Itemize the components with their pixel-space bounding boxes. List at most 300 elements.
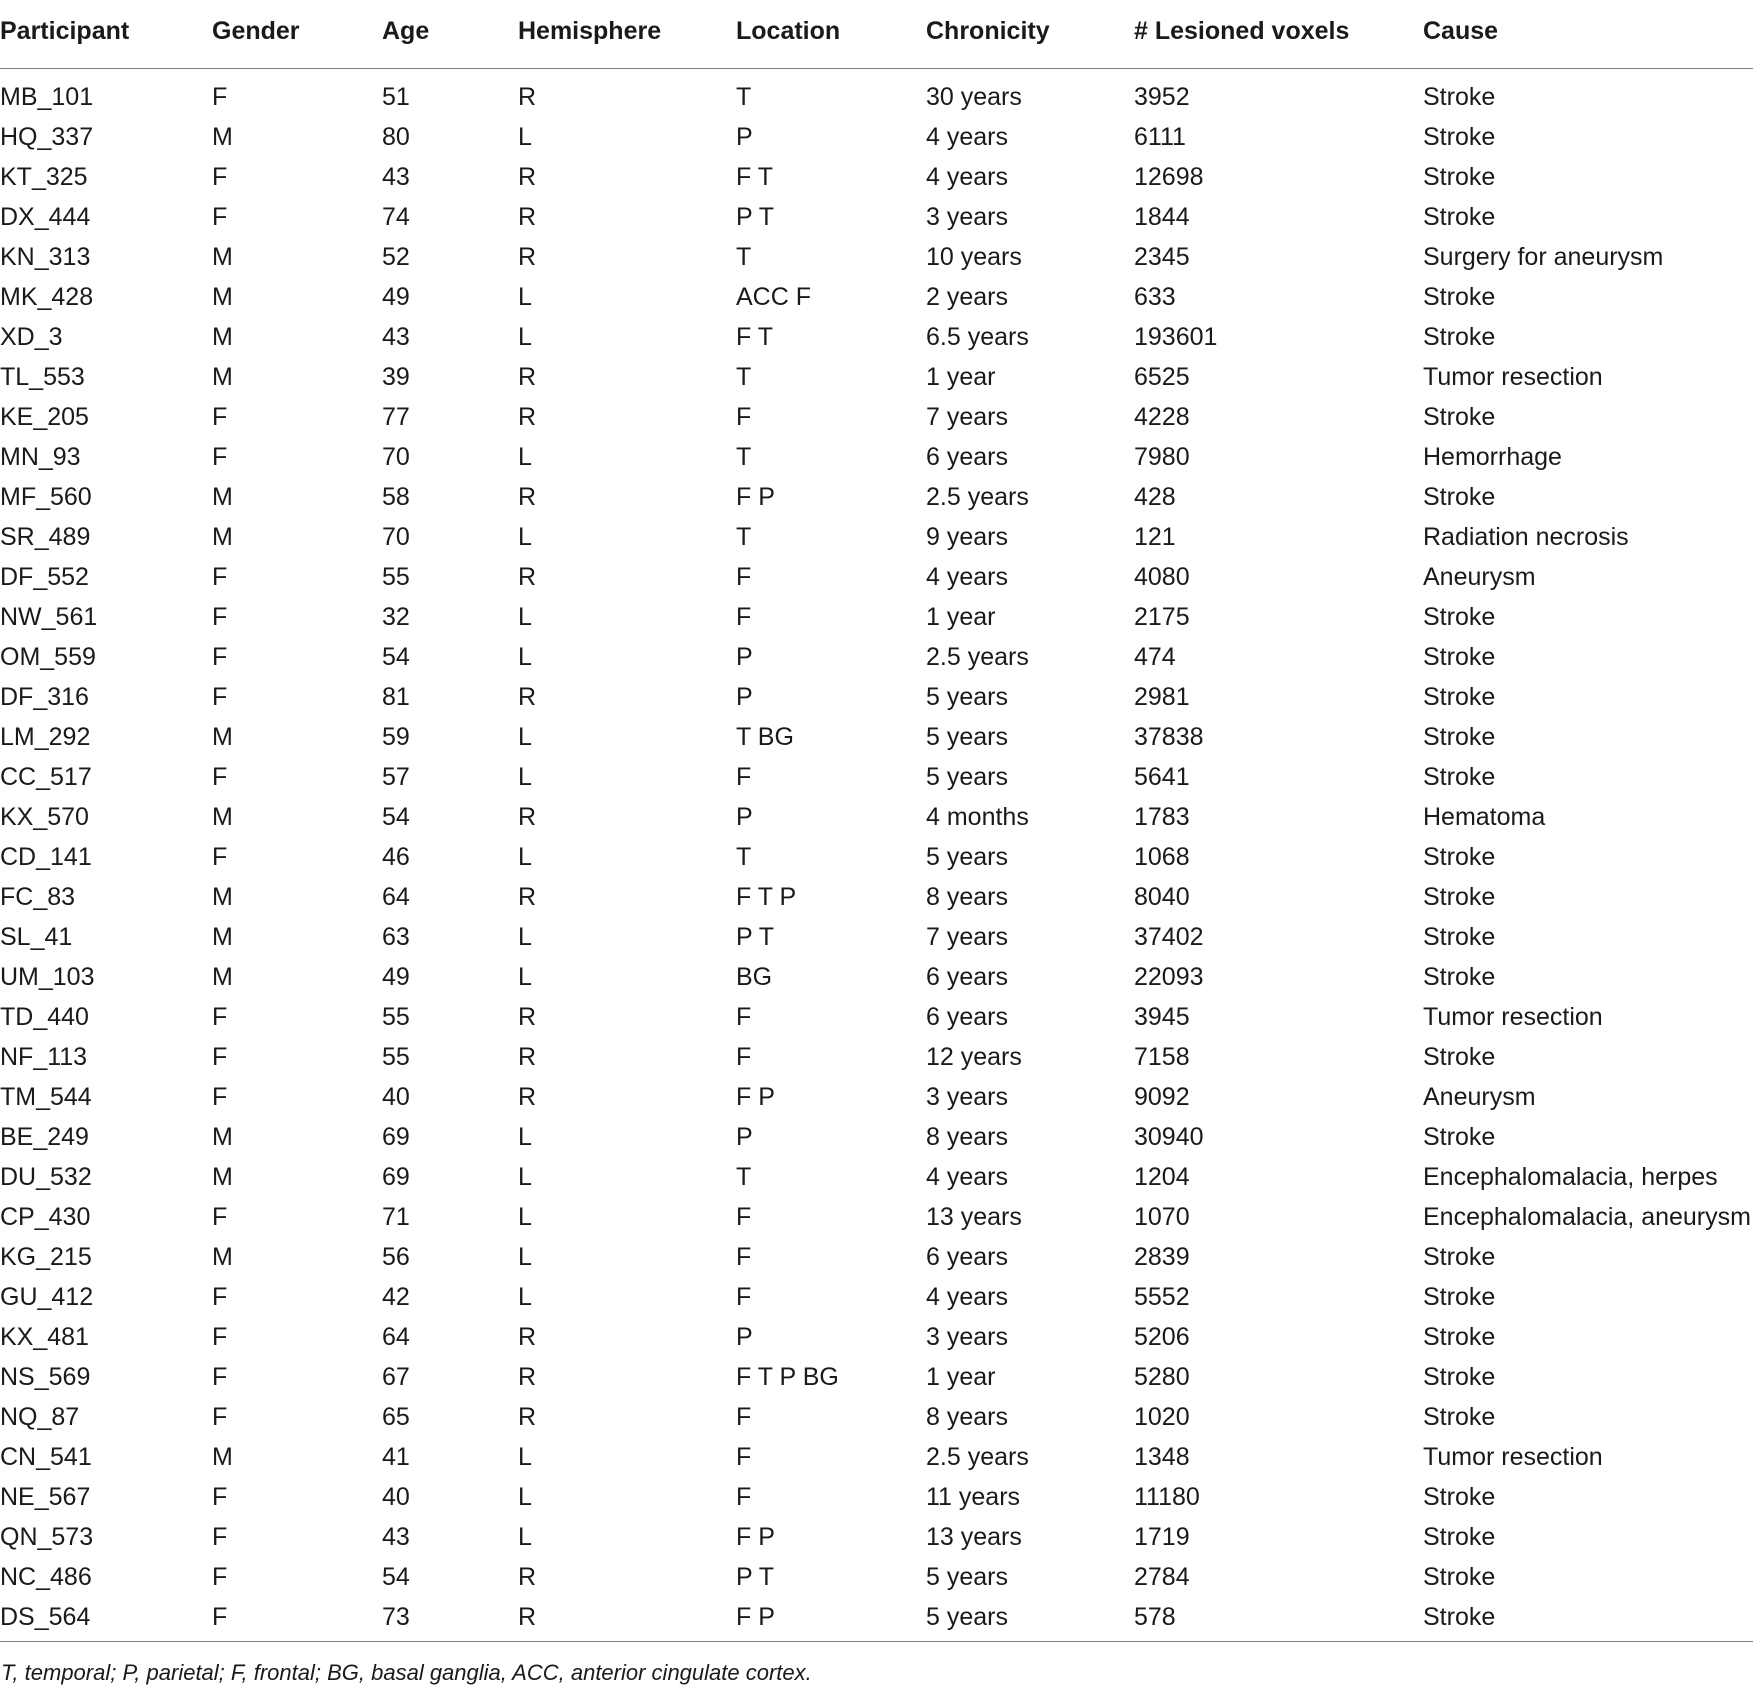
table-row (0, 997, 1753, 1037)
cell-gender: F (212, 1522, 228, 1551)
cell-chronicity: 8 years (926, 882, 1008, 911)
cell-age: 70 (382, 442, 410, 471)
cell-gender: F (212, 1202, 228, 1231)
cell-participant: SR_489 (0, 522, 91, 551)
cell-participant: BE_249 (0, 1122, 89, 1151)
cell-chronicity: 1 year (926, 362, 996, 391)
spacer-cell (0, 69, 1753, 78)
cell-hemisphere: L (518, 1522, 532, 1551)
cell-gender: F (212, 562, 228, 591)
table-row (0, 1477, 1753, 1517)
cell-gender: F (212, 1042, 228, 1071)
cell-lesioned-voxels: 1070 (1134, 1202, 1190, 1231)
cell-age: 71 (382, 1202, 410, 1231)
cell-hemisphere: L (518, 842, 532, 871)
cell-chronicity: 4 years (926, 562, 1008, 591)
cell-location: F (736, 1282, 752, 1311)
cell-hemisphere: R (518, 162, 537, 191)
cell-lesioned-voxels: 4080 (1134, 562, 1190, 591)
cell-gender: F (212, 1562, 228, 1591)
cell-hemisphere: R (518, 82, 537, 111)
cell-location: T (736, 842, 752, 871)
cell-cause: Stroke (1423, 962, 1496, 991)
cell-lesioned-voxels: 5552 (1134, 1282, 1190, 1311)
table-row (0, 797, 1753, 837)
cell-hemisphere: L (518, 1442, 532, 1471)
table-row (0, 157, 1753, 197)
cell-cause: Stroke (1423, 482, 1496, 511)
cell-hemisphere: L (518, 1202, 532, 1231)
cell-age: 74 (382, 202, 410, 231)
cell-gender: F (212, 1362, 228, 1391)
cell-lesioned-voxels: 9092 (1134, 1082, 1190, 1111)
table-row (0, 957, 1753, 997)
cell-gender: F (212, 162, 228, 191)
cell-gender: F (212, 1082, 228, 1111)
cell-age: 56 (382, 1242, 410, 1271)
cell-lesioned-voxels: 5280 (1134, 1362, 1190, 1391)
cell-participant: NC_486 (0, 1562, 92, 1591)
cell-participant: MF_560 (0, 482, 92, 511)
cell-location: T (736, 1162, 752, 1191)
cell-chronicity: 7 years (926, 402, 1008, 431)
cell-gender: F (212, 1402, 228, 1431)
cell-participant: CC_517 (0, 762, 92, 791)
cell-gender: F (212, 762, 228, 791)
cell-age: 43 (382, 322, 410, 351)
cell-cause: Stroke (1423, 882, 1496, 911)
cell-participant: TM_544 (0, 1082, 92, 1111)
cell-lesioned-voxels: 1020 (1134, 1402, 1190, 1431)
cell-lesioned-voxels: 2175 (1134, 602, 1190, 631)
cell-participant: XD_3 (0, 322, 63, 351)
cell-age: 70 (382, 522, 410, 551)
cell-location: P T (736, 1562, 774, 1591)
cell-age: 55 (382, 1002, 410, 1031)
cell-participant: DF_552 (0, 562, 89, 591)
cell-participant: KX_481 (0, 1322, 89, 1351)
cell-lesioned-voxels: 12698 (1134, 162, 1204, 191)
cell-cause: Radiation necrosis (1423, 522, 1629, 551)
cell-location: T (736, 522, 752, 551)
cell-participant: CN_541 (0, 1442, 92, 1471)
cell-lesioned-voxels: 1348 (1134, 1442, 1190, 1471)
cell-cause: Hemorrhage (1423, 442, 1562, 471)
cell-hemisphere: L (518, 1122, 532, 1151)
cell-chronicity: 4 years (926, 162, 1008, 191)
cell-location: F P (736, 482, 775, 511)
cell-hemisphere: L (518, 1482, 532, 1511)
table-row (0, 477, 1753, 517)
cell-hemisphere: L (518, 322, 532, 351)
cell-gender: F (212, 442, 228, 471)
cell-location: F (736, 762, 752, 791)
cell-cause: Stroke (1423, 122, 1496, 151)
cell-hemisphere: R (518, 1002, 537, 1031)
table-row (0, 1277, 1753, 1317)
table-row (0, 1197, 1753, 1237)
cell-age: 32 (382, 602, 410, 631)
cell-hemisphere: R (518, 1362, 537, 1391)
cell-participant: NS_569 (0, 1362, 91, 1391)
cell-participant: KG_215 (0, 1242, 92, 1271)
cell-participant: NW_561 (0, 602, 98, 631)
cell-cause: Stroke (1423, 1522, 1496, 1551)
cell-hemisphere: R (518, 402, 537, 431)
cell-age: 49 (382, 962, 410, 991)
cell-cause: Stroke (1423, 682, 1496, 711)
cell-chronicity: 6 years (926, 1002, 1008, 1031)
cell-participant: NE_567 (0, 1482, 91, 1511)
cell-chronicity: 13 years (926, 1522, 1022, 1551)
cell-location: F P (736, 1082, 775, 1111)
cell-cause: Stroke (1423, 1282, 1496, 1311)
cell-participant: MB_101 (0, 82, 94, 111)
cell-hemisphere: R (518, 1322, 537, 1351)
cell-chronicity: 4 years (926, 122, 1008, 151)
cell-gender: M (212, 722, 233, 751)
cell-chronicity: 5 years (926, 1597, 1134, 1642)
cell-hemisphere: L (518, 1162, 532, 1191)
cell-gender: F (212, 602, 228, 631)
cell-hemisphere: R (518, 682, 537, 711)
cell-cause: Tumor resection (1423, 362, 1603, 391)
cell-participant: FC_83 (0, 882, 76, 911)
cell-lesioned-voxels: 474 (1134, 642, 1176, 671)
cell-chronicity: 2 years (926, 282, 1008, 311)
cell-location: P (736, 642, 753, 671)
cell-chronicity: 13 years (926, 1202, 1022, 1231)
cell-location: ACC F (736, 282, 811, 311)
cell-lesioned-voxels: 37838 (1134, 722, 1204, 751)
cell-age: 77 (382, 402, 410, 431)
cell-chronicity: 5 years (926, 762, 1008, 791)
cell-age: 67 (382, 1362, 410, 1391)
cell-hemisphere: R (518, 1562, 537, 1591)
cell-participant: TD_440 (0, 1002, 89, 1031)
cell-location: F (736, 562, 752, 591)
table-row (0, 317, 1753, 357)
cell-location: T (736, 82, 752, 111)
table-footnote: T, temporal; P, parietal; F, frontal; BG, basal ganglia, ACC, anterior cingulate cortex. (1, 1660, 812, 1685)
cell-participant: KN_313 (0, 242, 91, 271)
cell-location: F (736, 1202, 752, 1231)
cell-gender: M (212, 1162, 233, 1191)
cell-location: F (736, 1442, 752, 1471)
header-lesioned-voxels: # Lesioned voxels (1134, 0, 1423, 69)
table-row (0, 557, 1753, 597)
cell-location: F (736, 602, 752, 631)
cell-chronicity: 4 years (926, 1162, 1008, 1191)
cell-location: T (736, 442, 752, 471)
table-row (0, 717, 1753, 757)
cell-hemisphere: R (518, 1402, 537, 1431)
cell-lesioned-voxels: 5641 (1134, 762, 1190, 791)
table-row (0, 1037, 1753, 1077)
cell-hemisphere: L (518, 962, 532, 991)
cell-age: 80 (382, 122, 410, 151)
cell-age: 65 (382, 1402, 410, 1431)
table-body (0, 69, 1753, 1642)
cell-location: F (736, 1002, 752, 1031)
table-row (0, 877, 1753, 917)
table-row (0, 1237, 1753, 1277)
cell-age: 43 (382, 162, 410, 191)
cell-chronicity: 10 years (926, 242, 1022, 271)
cell-age: 69 (382, 1122, 410, 1151)
cell-lesioned-voxels: 121 (1134, 522, 1176, 551)
cell-cause: Stroke (1423, 82, 1496, 111)
cell-location: F T (736, 162, 774, 191)
cell-lesioned-voxels: 6111 (1134, 122, 1186, 151)
cell-lesioned-voxels: 3952 (1134, 82, 1190, 111)
table-row (0, 437, 1753, 477)
table-row (0, 1357, 1753, 1397)
cell-participant: DS_564 (0, 1597, 212, 1642)
cell-cause: Stroke (1423, 1042, 1496, 1071)
cell-cause: Stroke (1423, 642, 1496, 671)
cell-cause: Stroke (1423, 1362, 1496, 1391)
cell-age: 69 (382, 1162, 410, 1191)
cell-participant: CD_141 (0, 842, 92, 871)
cell-age: 49 (382, 282, 410, 311)
cell-lesioned-voxels: 578 (1134, 1597, 1423, 1642)
cell-participant: DX_444 (0, 202, 91, 231)
header-gender: Gender (212, 0, 382, 69)
cell-hemisphere: L (518, 602, 532, 631)
cell-gender: M (212, 962, 233, 991)
cell-participant: KE_205 (0, 402, 89, 431)
table-row (0, 1557, 1753, 1597)
cell-gender: M (212, 242, 233, 271)
cell-cause: Stroke (1423, 1242, 1496, 1271)
table-header (0, 0, 1753, 69)
cell-chronicity: 5 years (926, 722, 1008, 751)
cell-chronicity: 30 years (926, 82, 1022, 111)
cell-hemisphere: R (518, 362, 537, 391)
cell-participant: GU_412 (0, 1282, 94, 1311)
cell-gender: M (212, 482, 233, 511)
cell-cause: Stroke (1423, 322, 1496, 351)
cell-lesioned-voxels: 5206 (1134, 1322, 1190, 1351)
cell-hemisphere: L (518, 922, 532, 951)
table-row (0, 197, 1753, 237)
cell-gender: F (212, 1282, 228, 1311)
cell-chronicity: 3 years (926, 202, 1008, 231)
cell-chronicity: 12 years (926, 1042, 1022, 1071)
cell-location: T BG (736, 722, 794, 751)
cell-age: 73 (382, 1597, 518, 1642)
cell-chronicity: 6 years (926, 1242, 1008, 1271)
cell-lesioned-voxels: 22093 (1134, 962, 1204, 991)
cell-lesioned-voxels: 428 (1134, 482, 1176, 511)
cell-lesioned-voxels: 2784 (1134, 1562, 1190, 1591)
table-row (0, 77, 1753, 117)
cell-cause: Stroke (1423, 1122, 1496, 1151)
cell-lesioned-voxels: 1783 (1134, 802, 1190, 831)
table-row (0, 597, 1753, 637)
cell-participant: HQ_337 (0, 122, 94, 151)
cell-chronicity: 8 years (926, 1122, 1008, 1151)
table-row (0, 237, 1753, 277)
table-row (0, 1597, 1753, 1642)
table-row (0, 1077, 1753, 1117)
table-row (0, 917, 1753, 957)
cell-chronicity: 3 years (926, 1082, 1008, 1111)
cell-age: 52 (382, 242, 410, 271)
cell-gender: M (212, 122, 233, 151)
cell-age: 46 (382, 842, 410, 871)
spacer-row (0, 69, 1753, 78)
cell-participant: NQ_87 (0, 1402, 80, 1431)
cell-lesioned-voxels: 193601 (1134, 322, 1218, 351)
cell-age: 58 (382, 482, 410, 511)
cell-age: 41 (382, 1442, 410, 1471)
cell-participant: MK_428 (0, 282, 94, 311)
cell-cause: Stroke (1423, 1402, 1496, 1431)
cell-gender: F (212, 402, 228, 431)
cell-gender: M (212, 1122, 233, 1151)
cell-chronicity: 5 years (926, 682, 1008, 711)
table-row (0, 1317, 1753, 1357)
cell-age: 42 (382, 1282, 410, 1311)
cell-gender: M (212, 522, 233, 551)
table-row (0, 1517, 1753, 1557)
cell-lesioned-voxels: 1719 (1134, 1522, 1190, 1551)
cell-age: 39 (382, 362, 410, 391)
cell-gender: F (212, 1597, 382, 1642)
cell-age: 51 (382, 82, 410, 111)
cell-location: F P (736, 1522, 775, 1551)
cell-age: 81 (382, 682, 410, 711)
cell-location: P T (736, 202, 774, 231)
table-row (0, 117, 1753, 157)
cell-hemisphere: R (518, 802, 537, 831)
cell-cause: Stroke (1423, 1597, 1753, 1642)
table-row (0, 757, 1753, 797)
cell-lesioned-voxels: 6525 (1134, 362, 1190, 391)
cell-participant: TL_553 (0, 362, 85, 391)
cell-age: 54 (382, 642, 410, 671)
header-hemisphere: Hemisphere (518, 0, 736, 69)
cell-gender: M (212, 1442, 233, 1471)
table-row (0, 1117, 1753, 1157)
cell-hemisphere: R (518, 202, 537, 231)
cell-lesioned-voxels: 7158 (1134, 1042, 1190, 1071)
cell-hemisphere: L (518, 442, 532, 471)
cell-gender: F (212, 1482, 228, 1511)
cell-gender: M (212, 882, 233, 911)
cell-hemisphere: L (518, 1242, 532, 1271)
cell-chronicity: 1 year (926, 602, 996, 631)
cell-location: F T P BG (736, 1362, 839, 1391)
cell-hemisphere: L (518, 282, 532, 311)
cell-gender: F (212, 1002, 228, 1031)
cell-hemisphere: L (518, 122, 532, 151)
cell-cause: Stroke (1423, 1482, 1496, 1511)
cell-lesioned-voxels: 2839 (1134, 1242, 1190, 1271)
cell-chronicity: 9 years (926, 522, 1008, 551)
cell-cause: Stroke (1423, 1562, 1496, 1591)
table-row (0, 677, 1753, 717)
cell-chronicity: 7 years (926, 922, 1008, 951)
cell-lesioned-voxels: 11180 (1134, 1482, 1200, 1511)
cell-chronicity: 4 months (926, 802, 1029, 831)
header-age: Age (382, 0, 518, 69)
cell-location: F (736, 1402, 752, 1431)
cell-cause: Stroke (1423, 162, 1496, 191)
cell-chronicity: 4 years (926, 1282, 1008, 1311)
cell-gender: M (212, 922, 233, 951)
cell-location: P (736, 1322, 753, 1351)
cell-chronicity: 5 years (926, 842, 1008, 871)
cell-cause: Stroke (1423, 202, 1496, 231)
cell-cause: Stroke (1423, 762, 1496, 791)
cell-location: F (736, 1042, 752, 1071)
table-row (0, 357, 1753, 397)
cell-age: 40 (382, 1482, 410, 1511)
cell-age: 64 (382, 882, 410, 911)
table-row (0, 1437, 1753, 1477)
cell-gender: M (212, 802, 233, 831)
table-row (0, 1397, 1753, 1437)
cell-participant: KX_570 (0, 802, 89, 831)
cell-hemisphere: R (518, 242, 537, 271)
cell-cause: Aneurysm (1423, 562, 1536, 591)
cell-cause: Hematoma (1423, 802, 1546, 831)
cell-gender: F (212, 82, 228, 111)
cell-gender: M (212, 362, 233, 391)
cell-cause: Stroke (1423, 722, 1496, 751)
header-chronicity: Chronicity (926, 0, 1134, 69)
cell-chronicity: 11 years (926, 1482, 1021, 1511)
cell-participant: MN_93 (0, 442, 81, 471)
cell-cause: Tumor resection (1423, 1442, 1603, 1471)
cell-lesioned-voxels: 1068 (1134, 842, 1190, 871)
cell-hemisphere: L (518, 642, 532, 671)
cell-participant: NF_113 (0, 1042, 88, 1071)
cell-hemisphere: R (518, 482, 537, 511)
cell-cause: Encephalomalacia, herpes (1423, 1162, 1718, 1191)
cell-lesioned-voxels: 4228 (1134, 402, 1190, 431)
cell-lesioned-voxels: 30940 (1134, 1122, 1204, 1151)
cell-location: T (736, 362, 752, 391)
cell-age: 54 (382, 802, 410, 831)
cell-chronicity: 1 year (926, 1362, 996, 1391)
cell-participant: OM_559 (0, 642, 96, 671)
cell-location: F T P (736, 882, 797, 911)
table-row (0, 837, 1753, 877)
cell-age: 40 (382, 1082, 410, 1111)
cell-gender: F (212, 202, 228, 231)
cell-age: 54 (382, 1562, 410, 1591)
cell-cause: Tumor resection (1423, 1002, 1603, 1031)
cell-location: F (736, 1242, 752, 1271)
cell-age: 43 (382, 1522, 410, 1551)
cell-location: F T (736, 322, 774, 351)
cell-age: 57 (382, 762, 410, 791)
cell-hemisphere: L (518, 722, 532, 751)
cell-participant: UM_103 (0, 962, 95, 991)
cell-location: P T (736, 922, 774, 951)
cell-gender: F (212, 1322, 228, 1351)
cell-cause: Stroke (1423, 1322, 1496, 1351)
cell-chronicity: 8 years (926, 1402, 1008, 1431)
table-row (0, 517, 1753, 557)
cell-location: P (736, 122, 753, 151)
cell-age: 59 (382, 722, 410, 751)
table-row (0, 397, 1753, 437)
